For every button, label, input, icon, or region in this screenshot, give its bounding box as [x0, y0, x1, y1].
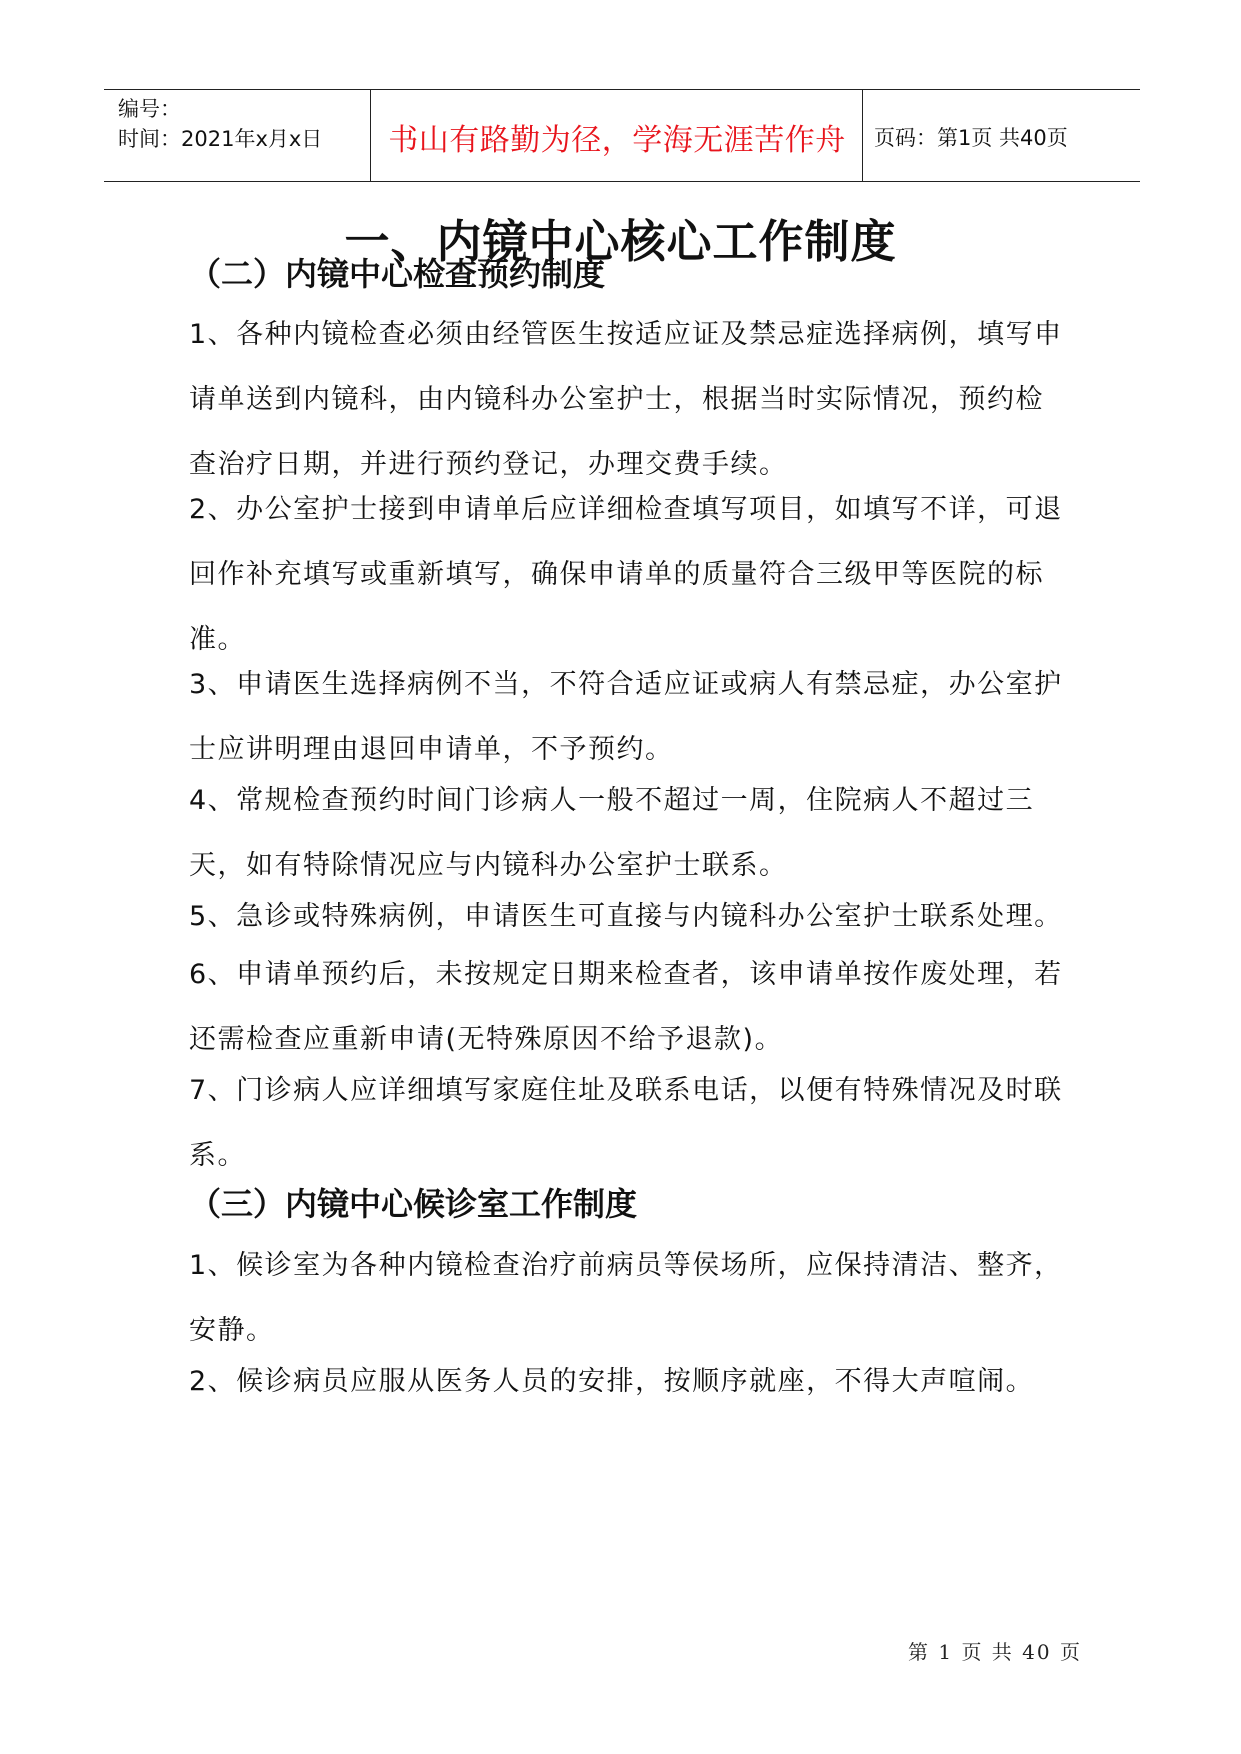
paragraph: 2、候诊病员应服从医务人员的安排，按顺序就座，不得大声喧闹。 [189, 1366, 1035, 1397]
paragraph: 6、申请单预约后，未按规定日期来检查者，该申请单按作废处理，若还需检查应重新申请(无特殊原因不给予退款)。 [189, 959, 1063, 1055]
paragraph: 2、办公室护士接到申请单后应详细检查填写项目，如填写不详，可退回作补充填写或重新填写，确保申请单的质量符合三级甲等医院的标准。 [189, 494, 1063, 655]
document-header [104, 89, 1140, 182]
header-time-label: 时间：2021年x月x日 [118, 127, 323, 151]
paragraph: 1、各种内镜检查必须由经管医生按适应证及禁忌症选择病例，填写申请单送到内镜科，由内镜科办公室护士，根据当时实际情况，预约检查治疗日期，并进行预约登记，办理交费手续。 [189, 319, 1063, 480]
paragraph: 4、常规检查预约时间门诊病人一般不超过一周，住院病人不超过三天，如有特除情况应与内镜科办公室护士联系。 [189, 785, 1035, 881]
header-divider-right [862, 90, 863, 181]
footer-page-info: 第 1 页 共 40 页 [908, 1640, 1082, 1664]
section-heading-waiting-room: （三）内镜中心候诊室工作制度 [189, 1185, 638, 1223]
header-meta [118, 94, 322, 154]
section-heading-appointment: （二）内镜中心检查预约制度 [189, 255, 606, 293]
header-divider-left [370, 90, 371, 181]
document-title: 一、内镜中心核心工作制度 [344, 215, 897, 268]
header-number-label: 编号： [118, 97, 181, 121]
paragraph: 7、门诊病人应详细填写家庭住址及联系电话，以便有特殊情况及时联系。 [189, 1075, 1063, 1171]
paragraph: 5、急诊或特殊病例，申请医生可直接与内镜科办公室护士联系处理。 [189, 901, 1063, 932]
paragraph: 3、申请医生选择病例不当，不符合适应证或病人有禁忌症，办公室护士应讲明理由退回申请单，不予预约。 [189, 669, 1063, 765]
header-motto: 书山有路勤为径，学海无涯苦作舟 [388, 122, 846, 158]
header-page-info: 页码：第1页 共40页 [874, 125, 1068, 150]
paragraph: 1、候诊室为各种内镜检查治疗前病员等侯场所，应保持清洁、整齐，安静。 [189, 1250, 1063, 1346]
